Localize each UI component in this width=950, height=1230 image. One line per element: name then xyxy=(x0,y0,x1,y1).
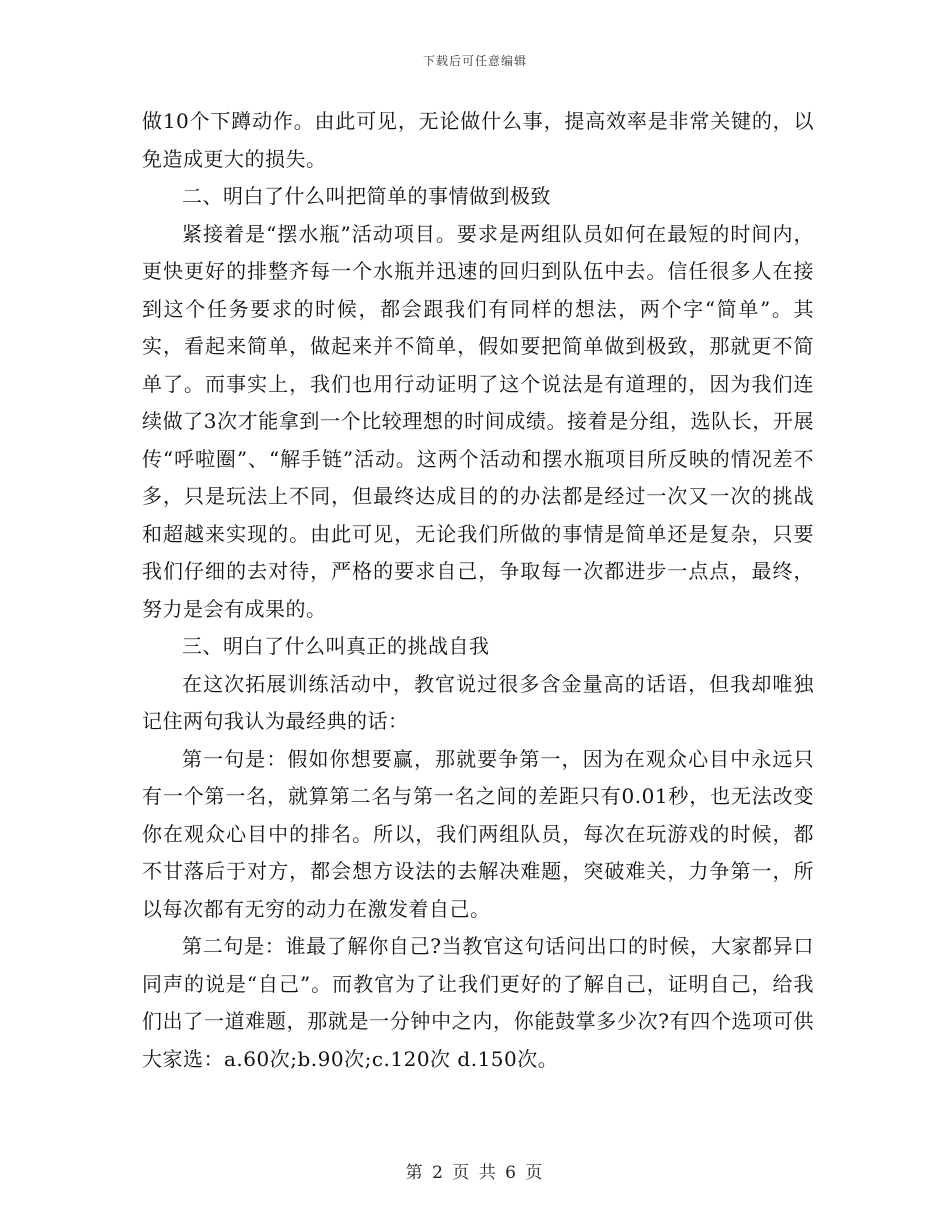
document-body xyxy=(142,103,814,1078)
section-heading-2: 二、明白了什么叫把简单的事情做到极致 xyxy=(182,184,551,208)
page-number: 第 2 页 共 6 页 xyxy=(405,1163,545,1183)
section-heading-3: 三、明白了什么叫真正的挑战自我 xyxy=(182,634,490,658)
header-note: 下载后可任意编辑 xyxy=(422,54,527,68)
paragraph-instructor-quotes: 在这次拓展训练活动中，教官说过很多含金量高的话语，但我却唯独记住两句我认为最经典的话： xyxy=(142,671,814,733)
paragraph-continuation: 做10个下蹲动作。由此可见，无论做什么事，提高效率是非常关键的，以免造成更大的损失。 xyxy=(142,109,814,171)
paragraph-water-bottle: 紧接着是“摆水瓶”活动项目。要求是两组队员如何在最短的时间内，更快更好的排整齐每一个水瓶并迅速的回归到队伍中去。信任很多人在接到这个任务要求的时候，都会跟我们有同样的想法，两个字“简单”。其实，看起来简单，做起来并不简单，假如要把简单做到极致，那就更不简单了。而事实上，我们也用行动证明了这个说法是有道理的，因为我们连续做了3次才能拿到一个比较理想的时间成绩。接着是分组，选队长，开展传“呼啦圈”、“解手链”活动。这两个活动和摆水瓶项目所反映的情况差不多，只是玩法上不同，但最终达成目的的办法都是经过一次又一次的挑战和超越来实现的。由此可见，无论我们所做的事情是简单还是复杂，只要我们仔细的去对待，严格的要求自己，争取每一次都进步一点点，最终，努力是会有成果的。 xyxy=(142,221,814,621)
paragraph-second-quote: 第二句是：谁最了解你自己?当教官这句话问出口的时候，大家都异口同声的说是“自己”。而教官为了让我们更好的了解自己，证明自己，给我们出了一道难题，那就是一分钟中之内，你能鼓掌多少次?有四个选项可供大家选：a.60次;b.90次;c.120次 d.150次。 xyxy=(142,934,814,1071)
paragraph-first-quote: 第一句是：假如你想要赢，那就要争第一，因为在观众心目中永远只有一个第一名，就算第二名与第一名之间的差距只有0.01秒，也无法改变你在观众心目中的排名。所以，我们两组队员，每次在玩游戏的时候，都不甘落后于对方，都会想方设法的去解决难题，突破难关，力争第一，所以每次都有无穷的动力在激发着自己。 xyxy=(142,746,814,921)
